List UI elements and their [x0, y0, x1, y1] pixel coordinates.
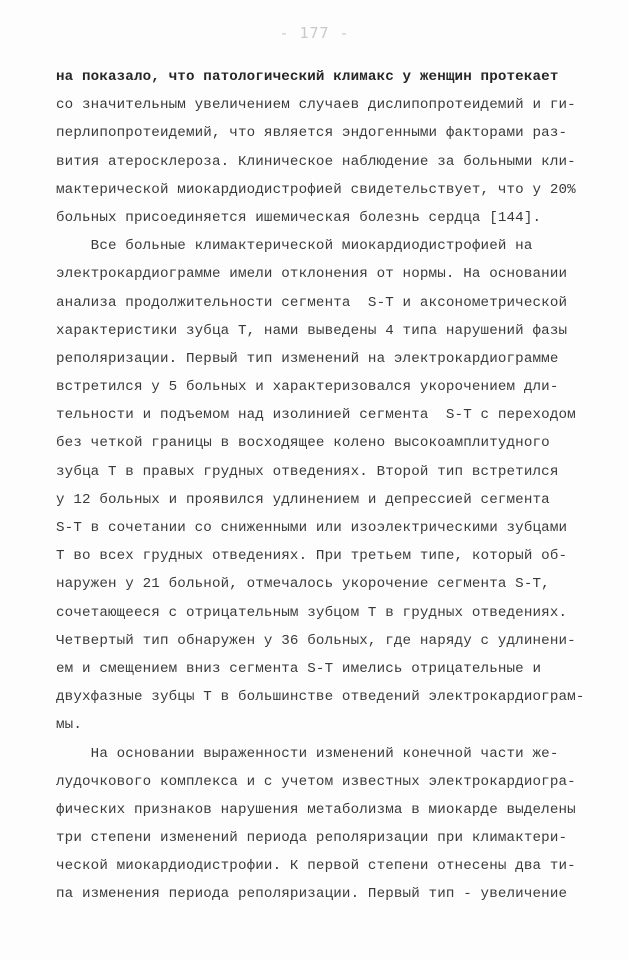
text-line: фических признаков нарушения метаболизма в миокарде выделены: [56, 801, 576, 818]
text-line: S-T в сочетании со сниженными или изоэлектрическими зубцами: [56, 520, 568, 536]
text-line: без четкой границы в восходящее колено высокоамплитудного: [56, 435, 550, 452]
text-line: на показало, что патологический климакс у женщин протекает: [56, 69, 559, 85]
text-line: сочетающееся с отрицательным зубцом Т в грудных отведениях.: [56, 604, 568, 621]
text-line: вития атеросклероза. Клиническое наблюдение за больными кли-: [56, 153, 576, 170]
text-line: электрокардиограмме имели отклонения от нормы. На основании: [56, 266, 568, 283]
text-line: реполяризации. Первый тип изменений на электрокардиограмме: [56, 350, 559, 367]
text-line: мы.: [56, 717, 82, 734]
paragraph-2: [56, 232, 604, 739]
text-line: лудочкового комплекса и с учетом известных электрокардиогра-: [56, 773, 576, 790]
text-line: анализа продолжительности сегмента S-T и аксонометрической: [56, 294, 568, 311]
text-line: ем и смещением вниз сегмента S-T имелись отрицательные и: [56, 660, 542, 677]
text-line: ческой миокардиодистрофии. К первой степени отнесены два ти-: [56, 858, 576, 875]
text-line: Все больные климактерической миокардиодистрофией на: [56, 238, 533, 255]
page-number: - 177 -: [279, 24, 350, 42]
text-line: На основании выраженности изменений конечной части же-: [56, 745, 559, 762]
text-line: у 12 больных и проявился удлинением и депрессией сегмента: [56, 491, 550, 508]
text-line: мактерической миокардиодистрофией свидетельствует, что у 20%: [56, 181, 576, 198]
text-line: наружен у 21 больной, отмечалось укорочение сегмента S-T,: [56, 576, 550, 593]
text-line: тельности и подъемом над изолинией сегмента S-T с переходом: [56, 407, 576, 424]
text-line: зубца Т в правых грудных отведениях. Второй тип встретился: [56, 463, 559, 480]
text-line: Т во всех грудных отведениях. При третьем типе, который об-: [56, 548, 568, 565]
body-text: [56, 63, 604, 909]
paragraph-1: [56, 63, 604, 232]
text-line: па изменения периода реполяризации. Первый тип - увеличение: [56, 886, 568, 903]
text-line: больных присоединяется ишемическая болезнь сердца [144].: [56, 209, 542, 226]
text-line: со значительным увеличением случаев дислипопротеидемий и ги-: [56, 97, 576, 114]
text-line: двухфазные зубцы Т в большинстве отведений электрокардиограм-: [56, 689, 585, 706]
text-line: перлипопротеидемий, что является эндогенными факторами раз-: [56, 125, 568, 142]
text-line: встретился у 5 больных и характеризовался укорочением дли-: [56, 379, 559, 396]
text-line: три степени изменений периода реполяризации при климактери-: [56, 830, 568, 847]
text-line: Четвертый тип обнаружен у 36 больных, где наряду с удлинени-: [56, 632, 576, 649]
text-line: характеристики зубца Т, нами выведены 4 типа нарушений фазы: [56, 322, 568, 339]
paragraph-3: [56, 740, 604, 909]
